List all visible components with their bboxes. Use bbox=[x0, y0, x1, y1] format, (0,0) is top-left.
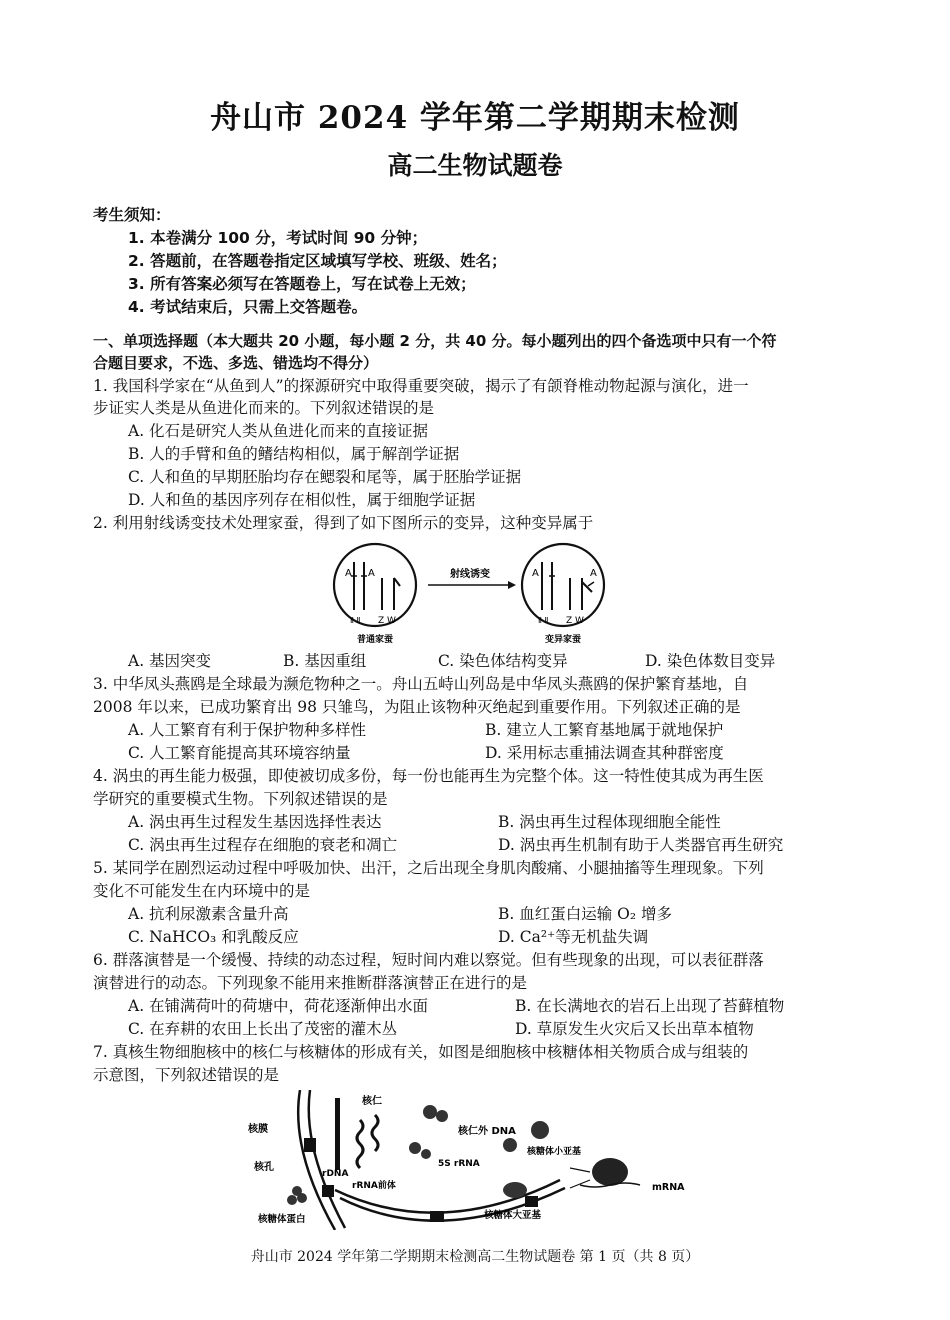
nuclear-pore-icon bbox=[525, 1196, 538, 1207]
q1-option-c: C. 人和鱼的早期胚胎均存在鳃裂和尾等，属于胚胎学证据 bbox=[128, 468, 522, 486]
rrna-precursor-label: rRNA前体 bbox=[352, 1181, 396, 1191]
q2-option-b: B. 基因重组 bbox=[283, 652, 367, 670]
gene-label: A bbox=[590, 568, 597, 579]
nucleolus-label: 核仁 bbox=[362, 1096, 382, 1107]
q7-stem-cont: 示意图，下列叙述错误的是 bbox=[93, 1066, 280, 1084]
page-footer: 舟山市 2024 学年第二学期期末检测高二生物试题卷 第 1 页（共 8 页） bbox=[250, 1249, 700, 1265]
nuclear-pore-icon bbox=[304, 1138, 316, 1152]
ribosomal-protein-icon bbox=[287, 1195, 297, 1205]
nuclear-pore-icon bbox=[430, 1211, 444, 1222]
q3-option-d: D. 采用标志重捕法调查其种群密度 bbox=[485, 744, 724, 762]
membrane-label: 核膜 bbox=[248, 1124, 268, 1135]
q6-stem-cont: 演替进行的动态。下列现象不能用来推断群落演替正在进行的是 bbox=[93, 974, 528, 992]
q2-figure bbox=[320, 540, 630, 648]
arrow-head-icon bbox=[508, 581, 516, 589]
gene-label: A bbox=[532, 568, 539, 579]
large-subunit-label: 核糖体大亚基 bbox=[484, 1210, 542, 1221]
q3-option-a: A. 人工繁育有利于保护物种多样性 bbox=[128, 721, 367, 739]
notice-heading: 考生须知： bbox=[93, 206, 171, 224]
q1-option-b: B. 人的手臂和鱼的鳍结构相似，属于解剖学证据 bbox=[128, 445, 460, 463]
exam-subtitle: 高二生物试题卷 bbox=[387, 151, 563, 180]
gene-label: A bbox=[345, 568, 352, 579]
q3-option-c: C. 人工繁育能提高其环境容纳量 bbox=[128, 744, 351, 762]
notice-item: 1. 本卷满分 100 分，考试时间 90 分钟； bbox=[128, 229, 428, 247]
q7-figure bbox=[240, 1090, 720, 1230]
rdna-label: rDNA bbox=[322, 1169, 349, 1179]
normal-silkworm-caption: 普通家蚕 bbox=[356, 635, 394, 645]
q5-stem: 5. 某同学在剧烈运动过程中呼吸加快、出汗，之后出现全身肌肉酸痛、小腿抽搐等生理现象。下列 bbox=[93, 859, 764, 877]
section-heading: 一、单项选择题（本大题共 20 小题，每小题 2 分，共 40 分。每小题列出的四个备选项中只有一个符 bbox=[93, 332, 777, 350]
subunit-blob bbox=[423, 1105, 437, 1119]
small-subunit-label: 核糖体小亚基 bbox=[527, 1147, 582, 1157]
q4-option-d: D. 涡虫再生机制有助于人类器官再生研究 bbox=[498, 836, 784, 854]
ribosome-icon bbox=[592, 1158, 628, 1186]
q6-option-b: B. 在长满地衣的岩石上出现了苔藓植物 bbox=[515, 997, 785, 1015]
q4-stem-cont: 学研究的重要模式生物。下列叙述错误的是 bbox=[93, 790, 388, 808]
chromosome-label: Ⅱ Ⅱ bbox=[538, 616, 549, 625]
ribosomal-protein-label: 核糖体蛋白 bbox=[258, 1214, 306, 1225]
pore-label: 核孔 bbox=[254, 1162, 274, 1173]
q5-stem-cont: 变化不可能发生在内环境中的是 bbox=[93, 882, 311, 900]
5s-rrna-label: 5S rRNA bbox=[438, 1159, 480, 1169]
rrna-chain bbox=[357, 1120, 363, 1168]
sex-chromosome-label: Z W bbox=[566, 616, 584, 626]
notice-item: 3. 所有答案必须写在答题卷上，写在试卷上无效； bbox=[128, 275, 476, 293]
q6-option-d: D. 草原发生火灾后又长出草本植物 bbox=[515, 1020, 754, 1038]
q1-stem: 1. 我国科学家在“从鱼到人”的探源研究中取得重要突破，揭示了有颌脊椎动物起源与演化，进一 bbox=[93, 377, 749, 395]
q1-option-d: D. 人和鱼的基因序列存在相似性，属于细胞学证据 bbox=[128, 491, 476, 509]
mutant-cell bbox=[522, 544, 604, 626]
q3-stem: 3. 中华凤头燕鸥是全球最为濒危物种之一。舟山五峙山列岛是中华凤头燕鸥的保护繁育基地，自 bbox=[93, 675, 749, 693]
section-heading-cont: 合题目要求，不选、多选、错选均不得分） bbox=[93, 354, 379, 372]
chromosome-label: Ⅱ Ⅱ bbox=[350, 616, 361, 625]
q4-option-a: A. 涡虫再生过程发生基因选择性表达 bbox=[128, 813, 382, 831]
notice-item: 4. 考试结束后，只需上交答题卷。 bbox=[128, 298, 368, 316]
rdna-strand bbox=[335, 1098, 340, 1170]
mrna-label: mRNA bbox=[652, 1182, 685, 1193]
q3-option-b: B. 建立人工繁育基地属于就地保护 bbox=[485, 721, 724, 739]
q6-option-c: C. 在弃耕的农田上长出了茂密的灌木丛 bbox=[128, 1020, 398, 1038]
large-subunit-icon bbox=[503, 1182, 527, 1198]
q6-stem: 6. 群落演替是一个缓慢、持续的动态过程，短时间内难以察觉。但有些现象的出现，可以表征群落 bbox=[93, 951, 764, 969]
mutant-silkworm-caption: 变异家蚕 bbox=[544, 635, 582, 645]
gene-label: A bbox=[368, 568, 375, 579]
q2-option-c: C. 染色体结构变异 bbox=[438, 652, 568, 670]
exam-title: 舟山市 2024 学年第二学期期末检测 bbox=[210, 100, 740, 136]
q3-stem-cont: 2008 年以来，已成功繁育出 98 只雏鸟，为阻止该物种灭绝起到重要作用。下列叙述正确的是 bbox=[93, 698, 741, 716]
q2-stem: 2. 利用射线诱变技术处理家蚕，得到了如下图所示的变异，这种变异属于 bbox=[93, 514, 594, 532]
q5-option-c: C. NaHCO₃ 和乳酸反应 bbox=[128, 928, 299, 946]
q2-option-d: D. 染色体数目变异 bbox=[645, 652, 776, 670]
q6-option-a: A. 在铺满荷叶的荷塘中，荷花逐渐伸出水面 bbox=[128, 997, 429, 1015]
q7-stem: 7. 真核生物细胞核中的核仁与核糖体的形成有关，如图是细胞核中核糖体相关物质合成与组装的 bbox=[93, 1043, 749, 1061]
q5-option-d: D. Ca²⁺等无机盐失调 bbox=[498, 928, 649, 946]
arrow-label: 射线诱变 bbox=[450, 569, 490, 580]
q1-stem-cont: 步证实人类是从鱼进化而来的。下列叙述错误的是 bbox=[93, 399, 435, 417]
q4-option-c: C. 涡虫再生过程存在细胞的衰老和凋亡 bbox=[128, 836, 398, 854]
normal-cell bbox=[334, 544, 416, 626]
q4-stem: 4. 涡虫的再生能力极强，即使被切成多份，每一份也能再生为完整个体。这一特性使其成为再生医 bbox=[93, 767, 764, 785]
nuclear-pore-icon bbox=[322, 1185, 334, 1197]
outside-dna-label: 核仁外 DNA bbox=[458, 1126, 516, 1137]
q5-option-b: B. 血红蛋白运输 O₂ 增多 bbox=[498, 905, 673, 923]
sex-chromosome-label: Z W bbox=[378, 616, 396, 626]
q4-option-b: B. 涡虫再生过程体现细胞全能性 bbox=[498, 813, 721, 831]
notice-item: 2. 答题前，在答题卷指定区域填写学校、班级、姓名； bbox=[128, 252, 507, 270]
q5-option-a: A. 抗利尿激素含量升高 bbox=[128, 905, 289, 923]
q1-option-a: A. 化石是研究人类从鱼进化而来的直接证据 bbox=[128, 422, 429, 440]
q2-option-a: A. 基因突变 bbox=[128, 652, 212, 670]
